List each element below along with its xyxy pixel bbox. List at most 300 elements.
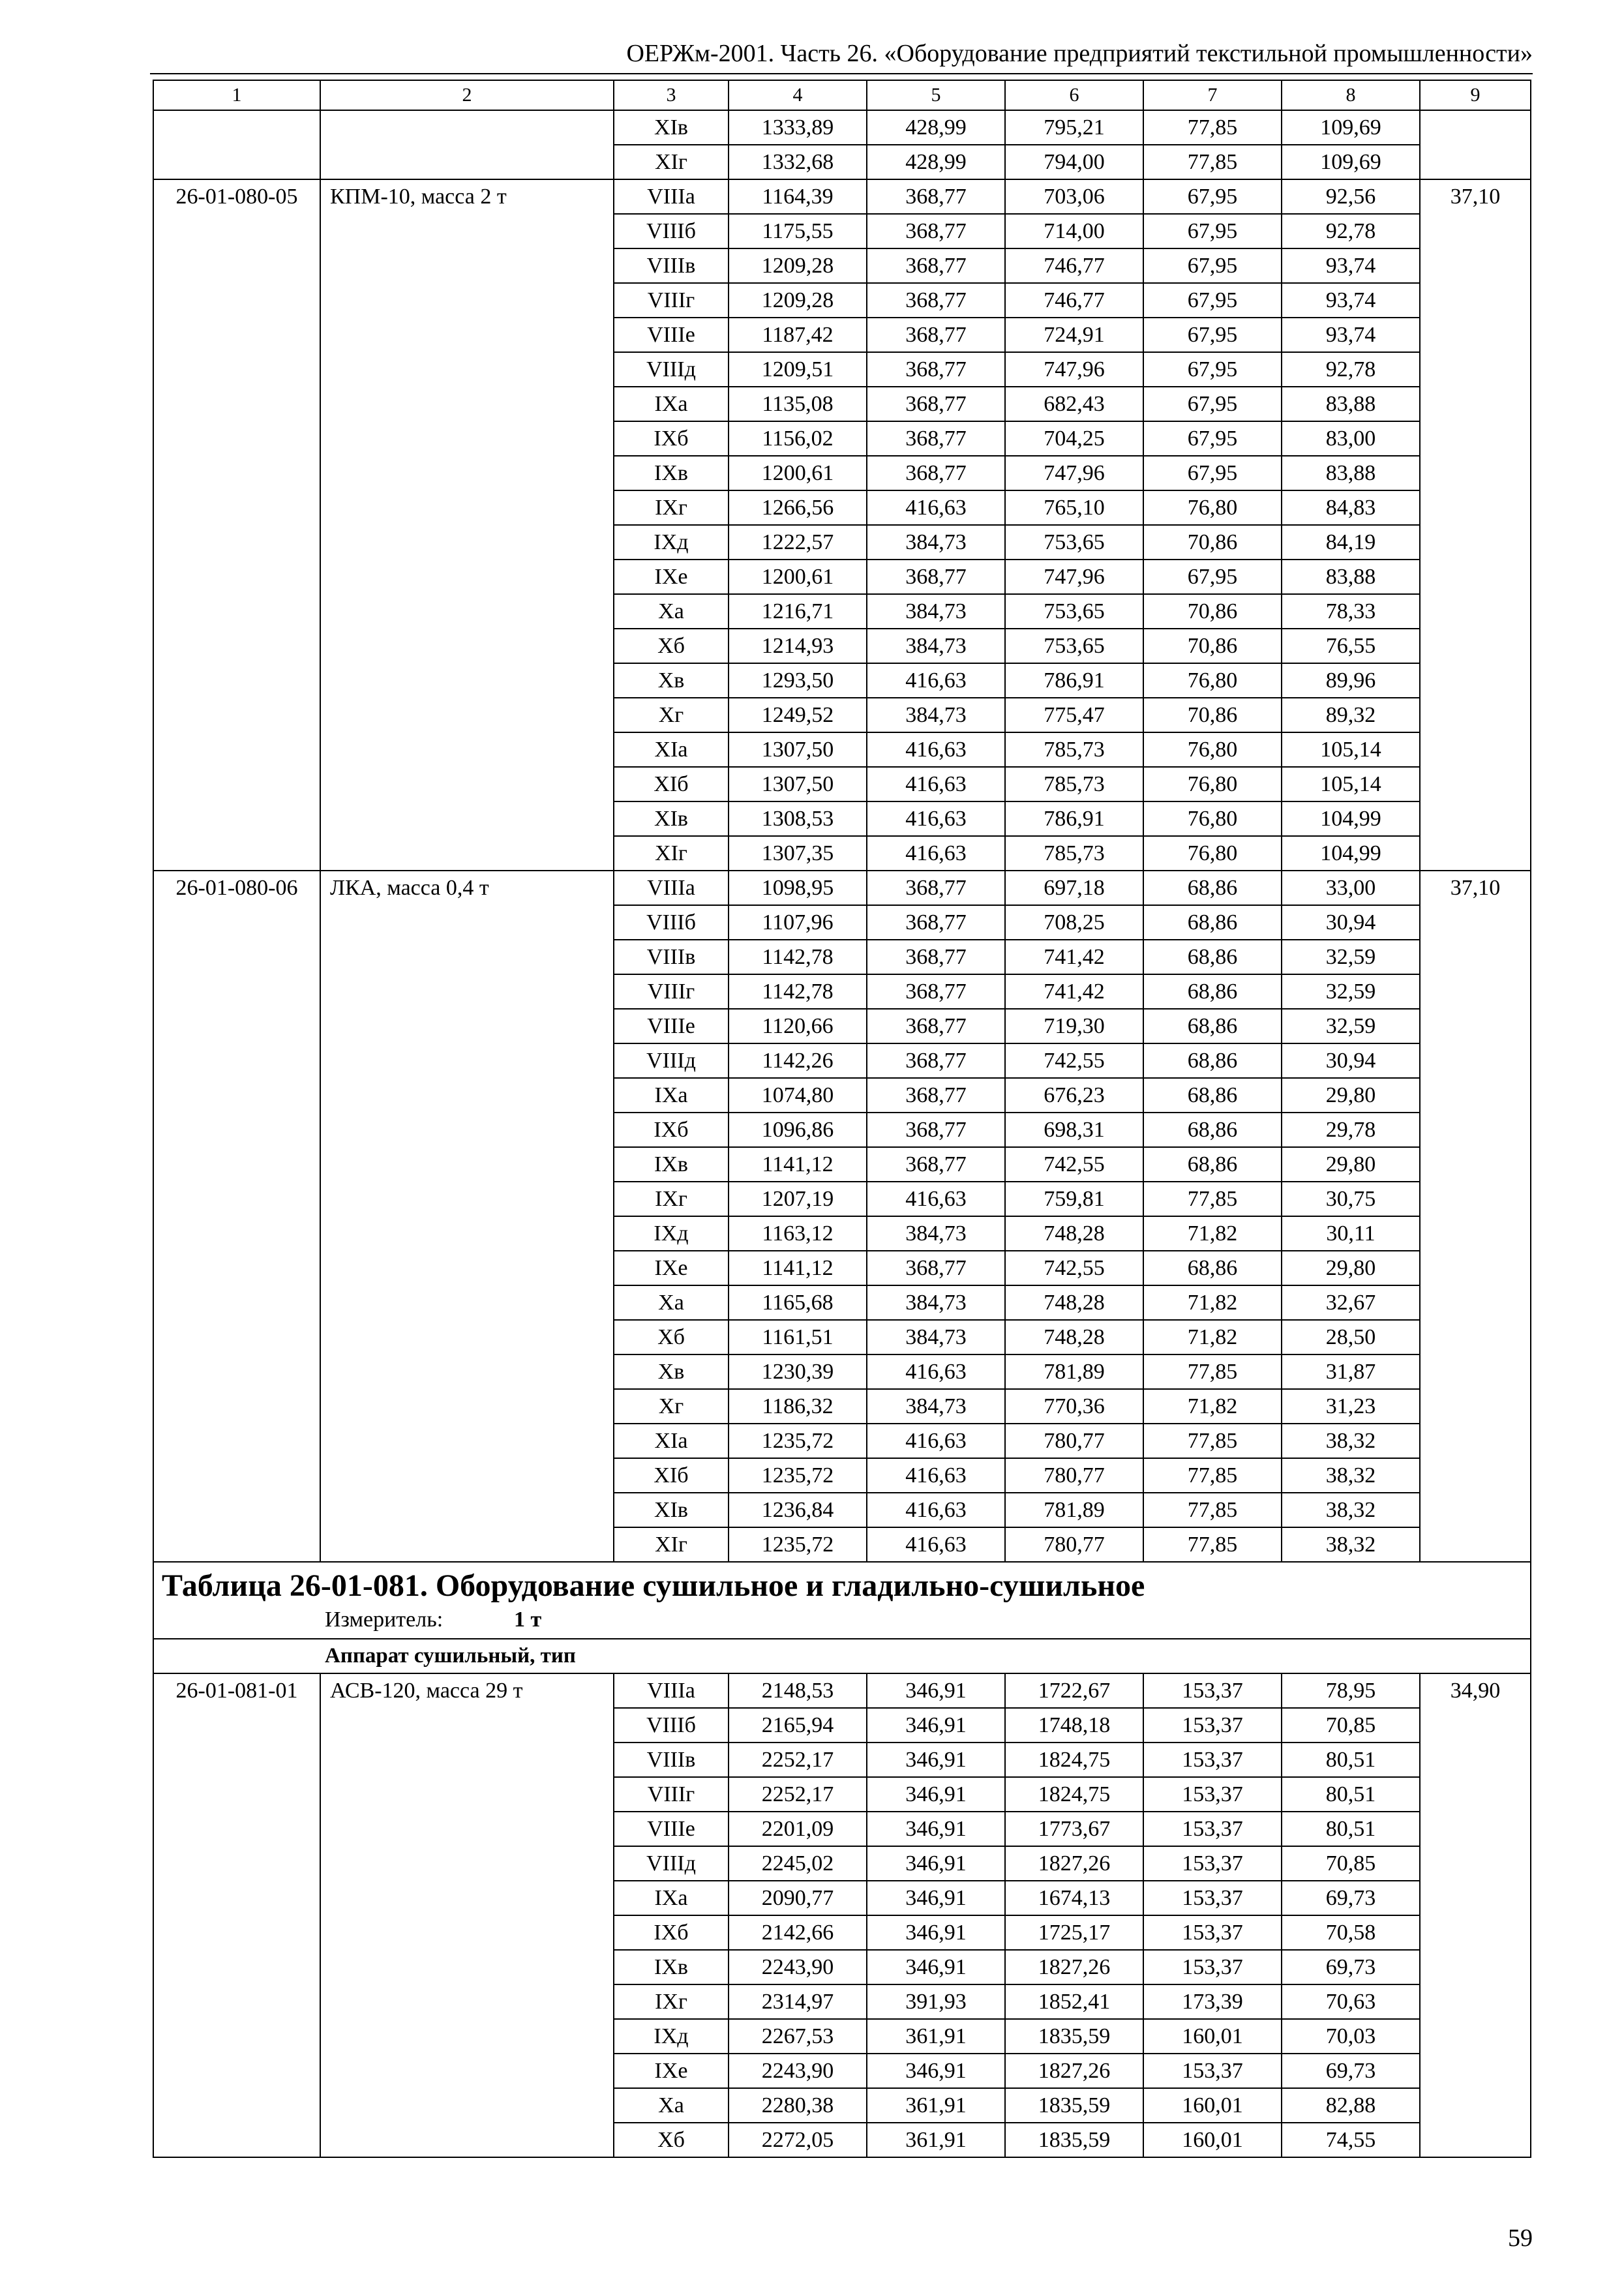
- machinist-wages: 68,86: [1143, 974, 1282, 1009]
- machine-cost: 775,47: [1005, 698, 1143, 732]
- total-cost: 2272,05: [729, 2123, 867, 2157]
- total-cost: 1200,61: [729, 456, 867, 490]
- machinist-wages: 160,01: [1143, 2088, 1282, 2123]
- table-row: [153, 179, 1531, 214]
- machinist-wages: 77,85: [1143, 1182, 1282, 1216]
- total-cost: 1235,72: [729, 1458, 867, 1493]
- materials: 104,99: [1282, 801, 1420, 836]
- machine-cost: 697,18: [1005, 871, 1143, 905]
- wages: 368,77: [867, 352, 1005, 387]
- category: VIIIв: [614, 248, 729, 283]
- wages: 346,91: [867, 1708, 1005, 1743]
- machine-cost: 1827,26: [1005, 1846, 1143, 1881]
- machine-cost: 785,73: [1005, 732, 1143, 767]
- category: VIIIд: [614, 1846, 729, 1881]
- category: VIIIг: [614, 283, 729, 318]
- materials: 80,51: [1282, 1812, 1420, 1846]
- category: Xб: [614, 629, 729, 663]
- materials: 31,23: [1282, 1389, 1420, 1424]
- materials: 38,32: [1282, 1424, 1420, 1458]
- category: VIIIб: [614, 1708, 729, 1743]
- category: VIIIг: [614, 974, 729, 1009]
- machine-cost: 1824,75: [1005, 1743, 1143, 1777]
- subsection-title: Аппарат сушильный, тип: [153, 1639, 1531, 1673]
- machine-cost: 741,42: [1005, 974, 1143, 1009]
- total-cost: 1156,02: [729, 421, 867, 456]
- rate-code: 26-01-080-05: [153, 179, 320, 871]
- column-number: 7: [1143, 80, 1282, 110]
- wages: 361,91: [867, 2123, 1005, 2157]
- wages: 368,77: [867, 421, 1005, 456]
- materials: 93,74: [1282, 283, 1420, 318]
- wages: 361,91: [867, 2088, 1005, 2123]
- wages: 346,91: [867, 1950, 1005, 1984]
- machine-cost: 1835,59: [1005, 2088, 1143, 2123]
- machinist-wages: 71,82: [1143, 1389, 1282, 1424]
- category: VIIIа: [614, 1673, 729, 1708]
- equipment-name: АСВ-120, масса 29 т: [320, 1673, 614, 2157]
- materials: 70,63: [1282, 1984, 1420, 2019]
- category: VIIIд: [614, 352, 729, 387]
- total-cost: 1142,78: [729, 940, 867, 974]
- wages: 368,77: [867, 179, 1005, 214]
- total-cost: 1120,66: [729, 1009, 867, 1043]
- category: IXа: [614, 1881, 729, 1915]
- machine-cost: 781,89: [1005, 1493, 1143, 1527]
- wages: 384,73: [867, 1216, 1005, 1251]
- materials: 33,00: [1282, 871, 1420, 905]
- machine-cost: 704,25: [1005, 421, 1143, 456]
- category: Xг: [614, 1389, 729, 1424]
- machine-cost: 1748,18: [1005, 1708, 1143, 1743]
- machine-cost: 1725,17: [1005, 1915, 1143, 1950]
- wages: 346,91: [867, 1777, 1005, 1812]
- total-cost: 1332,68: [729, 145, 867, 179]
- machinist-wages: 67,95: [1143, 352, 1282, 387]
- total-cost: 1142,26: [729, 1043, 867, 1078]
- machinist-wages: 77,85: [1143, 1458, 1282, 1493]
- category: XIб: [614, 1458, 729, 1493]
- materials: 83,00: [1282, 421, 1420, 456]
- table-title-cell: [153, 1562, 1531, 1639]
- wages: 368,77: [867, 1078, 1005, 1113]
- machine-cost: 742,55: [1005, 1251, 1143, 1285]
- machinist-wages: 160,01: [1143, 2123, 1282, 2157]
- total-cost: 2252,17: [729, 1743, 867, 1777]
- category: Xа: [614, 2088, 729, 2123]
- materials: 76,55: [1282, 629, 1420, 663]
- machine-cost: 714,00: [1005, 214, 1143, 248]
- column-number: 3: [614, 80, 729, 110]
- page-header: ОЕРЖм-2001. Часть 26. «Оборудование предприятий текстильной промышленности»: [626, 40, 1533, 67]
- materials: 70,85: [1282, 1708, 1420, 1743]
- wages: 416,63: [867, 1527, 1005, 1562]
- total-cost: 2314,97: [729, 1984, 867, 2019]
- total-cost: 1200,61: [729, 560, 867, 594]
- wages: 368,77: [867, 456, 1005, 490]
- category: XIв: [614, 801, 729, 836]
- total-cost: 1209,28: [729, 248, 867, 283]
- measurer-value: 1 т: [514, 1608, 542, 1632]
- machinist-wages: 77,85: [1143, 1493, 1282, 1527]
- category: VIIIг: [614, 1777, 729, 1812]
- machinist-wages: 67,95: [1143, 214, 1282, 248]
- category: VIIIв: [614, 940, 729, 974]
- machinist-wages: 67,95: [1143, 318, 1282, 352]
- category: XIв: [614, 110, 729, 145]
- equipment-name: [320, 110, 614, 179]
- machinist-wages: 67,95: [1143, 387, 1282, 421]
- machine-cost: 1722,67: [1005, 1673, 1143, 1708]
- wages: 346,91: [867, 1673, 1005, 1708]
- wages: 384,73: [867, 629, 1005, 663]
- machine-cost: 1852,41: [1005, 1984, 1143, 2019]
- materials: 29,80: [1282, 1147, 1420, 1182]
- total-cost: 1209,28: [729, 283, 867, 318]
- category: XIг: [614, 1527, 729, 1562]
- machinist-wages: 68,86: [1143, 1113, 1282, 1147]
- materials: 84,83: [1282, 490, 1420, 525]
- machine-cost: 785,73: [1005, 767, 1143, 801]
- total-cost: 1308,53: [729, 801, 867, 836]
- total-cost: 1161,51: [729, 1320, 867, 1354]
- materials: 70,85: [1282, 1846, 1420, 1881]
- machine-cost: 770,36: [1005, 1389, 1143, 1424]
- machine-cost: 708,25: [1005, 905, 1143, 940]
- category: XIб: [614, 767, 729, 801]
- total-cost: 1187,42: [729, 318, 867, 352]
- machinist-wages: 153,37: [1143, 1743, 1282, 1777]
- machinist-wages: 70,86: [1143, 698, 1282, 732]
- machinist-wages: 68,86: [1143, 940, 1282, 974]
- wages: 384,73: [867, 594, 1005, 629]
- wages: 368,77: [867, 214, 1005, 248]
- materials: 109,69: [1282, 110, 1420, 145]
- total-cost: 2148,53: [729, 1673, 867, 1708]
- category: IXб: [614, 421, 729, 456]
- materials: 29,80: [1282, 1251, 1420, 1285]
- machine-cost: 780,77: [1005, 1527, 1143, 1562]
- machinist-wages: 153,37: [1143, 1846, 1282, 1881]
- materials: 70,03: [1282, 2019, 1420, 2054]
- machinist-wages: 77,85: [1143, 110, 1282, 145]
- category: VIIIд: [614, 1043, 729, 1078]
- machine-cost: 698,31: [1005, 1113, 1143, 1147]
- wages: 368,77: [867, 871, 1005, 905]
- machinist-wages: 76,80: [1143, 732, 1282, 767]
- total-cost: 2245,02: [729, 1846, 867, 1881]
- category: Xв: [614, 663, 729, 698]
- machine-cost: 724,91: [1005, 318, 1143, 352]
- category: VIIIе: [614, 1009, 729, 1043]
- machine-cost: 753,65: [1005, 629, 1143, 663]
- materials: 93,74: [1282, 248, 1420, 283]
- machine-cost: 1835,59: [1005, 2019, 1143, 2054]
- total-cost: 2142,66: [729, 1915, 867, 1950]
- materials: 69,73: [1282, 1881, 1420, 1915]
- total-cost: 1175,55: [729, 214, 867, 248]
- materials: 109,69: [1282, 145, 1420, 179]
- materials: 104,99: [1282, 836, 1420, 871]
- machine-cost: 1835,59: [1005, 2123, 1143, 2157]
- wages: 416,63: [867, 1424, 1005, 1458]
- materials: 70,58: [1282, 1915, 1420, 1950]
- wages: 416,63: [867, 801, 1005, 836]
- wages: 368,77: [867, 248, 1005, 283]
- wages: 368,77: [867, 1009, 1005, 1043]
- wages: 346,91: [867, 1846, 1005, 1881]
- wages: 368,77: [867, 318, 1005, 352]
- equipment-name: КПМ-10, масса 2 т: [320, 179, 614, 871]
- machine-cost: 719,30: [1005, 1009, 1143, 1043]
- materials: 93,74: [1282, 318, 1420, 352]
- materials: 89,96: [1282, 663, 1420, 698]
- total-cost: 2243,90: [729, 1950, 867, 1984]
- materials: 82,88: [1282, 2088, 1420, 2123]
- machine-cost: 795,21: [1005, 110, 1143, 145]
- category: IXг: [614, 490, 729, 525]
- materials: 92,56: [1282, 179, 1420, 214]
- materials: 80,51: [1282, 1743, 1420, 1777]
- total-cost: 1333,89: [729, 110, 867, 145]
- wages: 428,99: [867, 110, 1005, 145]
- materials: 92,78: [1282, 352, 1420, 387]
- total-cost: 1135,08: [729, 387, 867, 421]
- column-number: 5: [867, 80, 1005, 110]
- total-cost: 1307,50: [729, 767, 867, 801]
- machinist-wages: 76,80: [1143, 663, 1282, 698]
- materials: 31,87: [1282, 1354, 1420, 1389]
- wages: 368,77: [867, 1251, 1005, 1285]
- machinist-wages: 68,86: [1143, 871, 1282, 905]
- wages: 384,73: [867, 1320, 1005, 1354]
- machine-cost: 1773,67: [1005, 1812, 1143, 1846]
- rate-code: 26-01-080-06: [153, 871, 320, 1562]
- machine-cost: 746,77: [1005, 283, 1143, 318]
- machine-cost: 741,42: [1005, 940, 1143, 974]
- category: IXб: [614, 1915, 729, 1950]
- machinist-wages: 71,82: [1143, 1320, 1282, 1354]
- machinist-wages: 160,01: [1143, 2019, 1282, 2054]
- wages: 361,91: [867, 2019, 1005, 2054]
- labor-coefficient: 37,10: [1420, 179, 1531, 871]
- machine-cost: 676,23: [1005, 1078, 1143, 1113]
- machine-cost: 748,28: [1005, 1285, 1143, 1320]
- machine-cost: 765,10: [1005, 490, 1143, 525]
- category: VIIIа: [614, 179, 729, 214]
- materials: 32,59: [1282, 940, 1420, 974]
- wages: 416,63: [867, 836, 1005, 871]
- total-cost: 1214,93: [729, 629, 867, 663]
- wages: 391,93: [867, 1984, 1005, 2019]
- machinist-wages: 153,37: [1143, 1777, 1282, 1812]
- machine-cost: 747,96: [1005, 456, 1143, 490]
- category: XIв: [614, 1493, 729, 1527]
- total-cost: 1235,72: [729, 1527, 867, 1562]
- table-title: Таблица 26-01-081. Оборудование сушильное и гладильно-сушильное: [162, 1568, 1145, 1603]
- machinist-wages: 70,86: [1143, 525, 1282, 560]
- machine-cost: 746,77: [1005, 248, 1143, 283]
- table-row: [153, 1673, 1531, 1708]
- total-cost: 2252,17: [729, 1777, 867, 1812]
- category: VIIIе: [614, 1812, 729, 1846]
- rates-table: [153, 80, 1531, 2158]
- total-cost: 1107,96: [729, 905, 867, 940]
- category: IXе: [614, 2054, 729, 2088]
- category: IXе: [614, 1251, 729, 1285]
- category: Xа: [614, 594, 729, 629]
- wages: 368,77: [867, 560, 1005, 594]
- category: Xа: [614, 1285, 729, 1320]
- category: XIг: [614, 836, 729, 871]
- total-cost: 1142,78: [729, 974, 867, 1009]
- materials: 30,75: [1282, 1182, 1420, 1216]
- machine-cost: 748,28: [1005, 1216, 1143, 1251]
- machine-cost: 785,73: [1005, 836, 1143, 871]
- machinist-wages: 77,85: [1143, 1527, 1282, 1562]
- wages: 346,91: [867, 1881, 1005, 1915]
- machine-cost: 742,55: [1005, 1043, 1143, 1078]
- materials: 80,51: [1282, 1777, 1420, 1812]
- machinist-wages: 153,37: [1143, 1915, 1282, 1950]
- wages: 416,63: [867, 1182, 1005, 1216]
- machine-cost: 781,89: [1005, 1354, 1143, 1389]
- machine-cost: 747,96: [1005, 352, 1143, 387]
- category: VIIIе: [614, 318, 729, 352]
- category: Xб: [614, 1320, 729, 1354]
- wages: 416,63: [867, 663, 1005, 698]
- total-cost: 1164,39: [729, 179, 867, 214]
- machine-cost: 786,91: [1005, 801, 1143, 836]
- materials: 83,88: [1282, 387, 1420, 421]
- machine-cost: 682,43: [1005, 387, 1143, 421]
- total-cost: 2243,90: [729, 2054, 867, 2088]
- column-number: 1: [153, 80, 320, 110]
- subsection-row: [153, 1639, 1531, 1673]
- rate-code: 26-01-081-01: [153, 1673, 320, 2157]
- wages: 416,63: [867, 767, 1005, 801]
- wages: 416,63: [867, 1458, 1005, 1493]
- total-cost: 2090,77: [729, 1881, 867, 1915]
- total-cost: 1249,52: [729, 698, 867, 732]
- wages: 368,77: [867, 1113, 1005, 1147]
- machinist-wages: 76,80: [1143, 490, 1282, 525]
- category: XIа: [614, 732, 729, 767]
- machinist-wages: 173,39: [1143, 1984, 1282, 2019]
- machinist-wages: 68,86: [1143, 1251, 1282, 1285]
- materials: 69,73: [1282, 2054, 1420, 2088]
- machinist-wages: 153,37: [1143, 2054, 1282, 2088]
- category: IXд: [614, 525, 729, 560]
- wages: 428,99: [867, 145, 1005, 179]
- machinist-wages: 153,37: [1143, 1812, 1282, 1846]
- wages: 384,73: [867, 1285, 1005, 1320]
- machinist-wages: 76,80: [1143, 801, 1282, 836]
- materials: 29,78: [1282, 1113, 1420, 1147]
- wages: 346,91: [867, 1812, 1005, 1846]
- machine-cost: 742,55: [1005, 1147, 1143, 1182]
- total-cost: 1186,32: [729, 1389, 867, 1424]
- category: IXв: [614, 1950, 729, 1984]
- machinist-wages: 76,80: [1143, 767, 1282, 801]
- machinist-wages: 68,86: [1143, 905, 1282, 940]
- category: IXд: [614, 2019, 729, 2054]
- column-number: 2: [320, 80, 614, 110]
- materials: 38,32: [1282, 1493, 1420, 1527]
- machinist-wages: 153,37: [1143, 1673, 1282, 1708]
- machinist-wages: 70,86: [1143, 629, 1282, 663]
- wages: 416,63: [867, 1493, 1005, 1527]
- materials: 69,73: [1282, 1950, 1420, 1984]
- machine-cost: 703,06: [1005, 179, 1143, 214]
- materials: 84,19: [1282, 525, 1420, 560]
- machinist-wages: 68,86: [1143, 1147, 1282, 1182]
- table-section-header: [153, 1562, 1531, 1673]
- materials: 32,59: [1282, 1009, 1420, 1043]
- total-cost: 2267,53: [729, 2019, 867, 2054]
- materials: 105,14: [1282, 767, 1420, 801]
- wages: 346,91: [867, 1915, 1005, 1950]
- wages: 346,91: [867, 2054, 1005, 2088]
- equipment-name: ЛКА, масса 0,4 т: [320, 871, 614, 1562]
- wages: 346,91: [867, 1743, 1005, 1777]
- total-cost: 1141,12: [729, 1251, 867, 1285]
- machinist-wages: 71,82: [1143, 1285, 1282, 1320]
- category: IXв: [614, 1147, 729, 1182]
- machinist-wages: 67,95: [1143, 179, 1282, 214]
- machine-cost: 1674,13: [1005, 1881, 1143, 1915]
- category: IXг: [614, 1984, 729, 2019]
- table-title-row: [153, 1562, 1531, 1639]
- category: IXа: [614, 387, 729, 421]
- machine-cost: 753,65: [1005, 594, 1143, 629]
- materials: 78,33: [1282, 594, 1420, 629]
- total-cost: 2201,09: [729, 1812, 867, 1846]
- wages: 368,77: [867, 283, 1005, 318]
- category: VIIIб: [614, 905, 729, 940]
- total-cost: 1307,35: [729, 836, 867, 871]
- total-cost: 1230,39: [729, 1354, 867, 1389]
- machinist-wages: 67,95: [1143, 456, 1282, 490]
- total-cost: 1098,95: [729, 871, 867, 905]
- total-cost: 1096,86: [729, 1113, 867, 1147]
- machinist-wages: 153,37: [1143, 1950, 1282, 1984]
- machine-cost: 794,00: [1005, 145, 1143, 179]
- category: VIIIб: [614, 214, 729, 248]
- table-body-top: [153, 80, 1531, 1562]
- materials: 29,80: [1282, 1078, 1420, 1113]
- measurer: [162, 1604, 1522, 1636]
- machine-cost: 747,96: [1005, 560, 1143, 594]
- total-cost: 1163,12: [729, 1216, 867, 1251]
- total-cost: 1141,12: [729, 1147, 867, 1182]
- page-number: 59: [1508, 2224, 1533, 2252]
- materials: 32,59: [1282, 974, 1420, 1009]
- total-cost: 1216,71: [729, 594, 867, 629]
- machinist-wages: 77,85: [1143, 1424, 1282, 1458]
- category: IXг: [614, 1182, 729, 1216]
- category: IXд: [614, 1216, 729, 1251]
- machine-cost: 1824,75: [1005, 1777, 1143, 1812]
- materials: 83,88: [1282, 560, 1420, 594]
- machine-cost: 1827,26: [1005, 1950, 1143, 1984]
- wages: 384,73: [867, 698, 1005, 732]
- wages: 384,73: [867, 525, 1005, 560]
- measurer-label: Измеритель:: [325, 1608, 444, 1632]
- category: IXа: [614, 1078, 729, 1113]
- machine-cost: 786,91: [1005, 663, 1143, 698]
- machinist-wages: 67,95: [1143, 283, 1282, 318]
